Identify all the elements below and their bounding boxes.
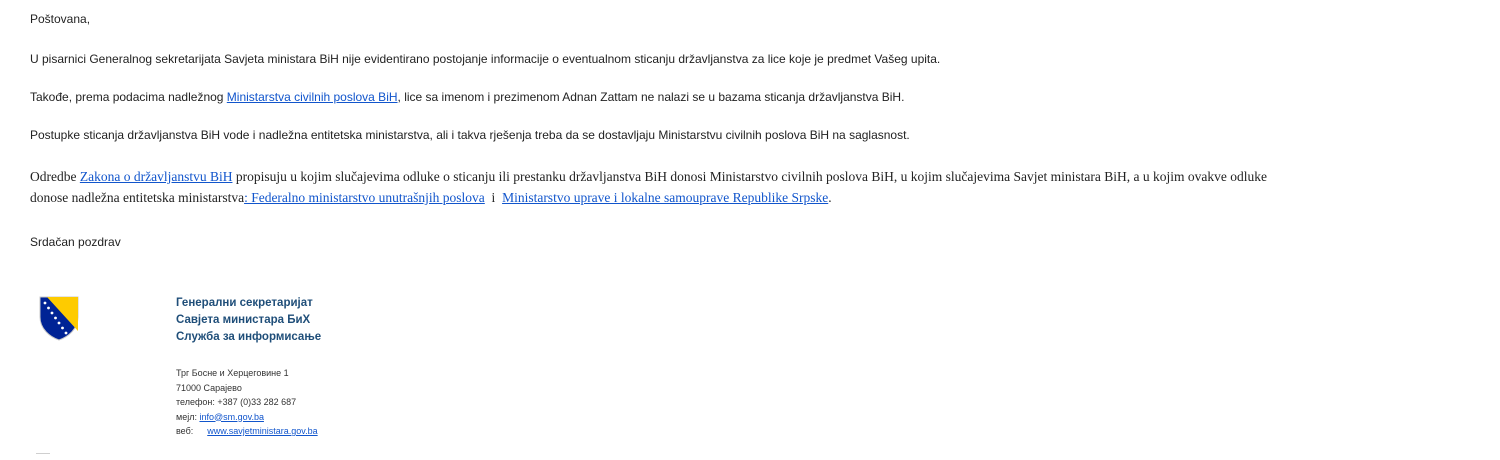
- zakon-o-drzavljanstvu-link[interactable]: Zakona o državljanstvu BiH: [79, 169, 233, 184]
- signature-address1: Трг Босне и Херцеговине 1: [176, 368, 289, 378]
- bih-coat-of-arms-icon: [38, 295, 80, 341]
- signature-mail-label: мејл:: [176, 411, 200, 422]
- signature-org-line2: Савјета министара БиХ: [176, 314, 311, 326]
- signature-org-line3: Служба за информисање: [176, 331, 322, 343]
- greeting: Poštovana,: [30, 12, 91, 26]
- paragraph-postupci: Postupke sticanja državljanstva BiH vode i nadležna entitetska ministarstva, ali i takva rješenja treba da se dostavljaju Ministarstvu civilnih poslova BiH na saglasnost.: [30, 128, 910, 142]
- email-link[interactable]: info@sm.gov.ba: [199, 411, 264, 422]
- signature-organization: [176, 295, 321, 346]
- odredbe-text-end: .: [828, 190, 832, 205]
- paragraph-ministarstvo-text-before: Takođe, prema podacima nadležnog: [30, 90, 227, 104]
- signature-contact: [176, 366, 318, 439]
- odredbe-text-before: Odredbe: [30, 169, 80, 184]
- paragraph-pisarnica: U pisarnici Generalnog sekretarijata Savjeta ministara BiH nije evidentirano postojanje informacije o eventualnom sticanju državljanstva za lice koje je predmet Vašeg upita.: [30, 52, 941, 66]
- signature-web: [176, 424, 318, 439]
- ministarstvo-uprave-rs-link[interactable]: Ministarstvo uprave i lokalne samouprave Republike Srpske: [502, 190, 829, 205]
- paragraph-odredbe-line2: [30, 187, 1267, 208]
- website-link[interactable]: www.savjetministara.gov.ba: [207, 426, 318, 436]
- closing: Srdačan pozdrav: [30, 235, 121, 249]
- signature-web-label: веб:: [176, 426, 194, 436]
- signature-address2: 71000 Сарајево: [176, 382, 242, 393]
- odredbe-text-i: i: [484, 190, 503, 205]
- signature-mail: [176, 410, 318, 425]
- paragraph-odredbe: [30, 166, 1267, 208]
- paragraph-ministarstvo: [30, 90, 904, 105]
- signature-org-line1: Генерални секретаријат: [176, 297, 313, 309]
- paragraph-ministarstvo-text-after: , lice sa imenom i prezimenom Adnan Zattam ne nalazi se u bazama sticanja državljanstva BiH.: [397, 90, 905, 104]
- federalno-ministarstvo-link[interactable]: : Federalno ministarstvo unutrašnjih poslova: [244, 190, 485, 205]
- signature-phone: телефон: +387 (0)33 282 687: [176, 397, 297, 407]
- ministarstvo-civilnih-poslova-link[interactable]: Ministarstva civilnih poslova BiH: [226, 90, 398, 104]
- paragraph-odredbe-line1: [30, 166, 1267, 187]
- odredbe-text-entiteti: donose nadležna entitetska ministarstva: [30, 190, 245, 205]
- odredbe-text-middle: propisuju u kojim slučajevima odluke o sticanju ili prestanku državljanstva BiH donosi Ministarstvo civilnih poslova BiH, u kojim slučajevima Savjet ministara BiH, a u kojim ovakve odluke: [232, 169, 1267, 184]
